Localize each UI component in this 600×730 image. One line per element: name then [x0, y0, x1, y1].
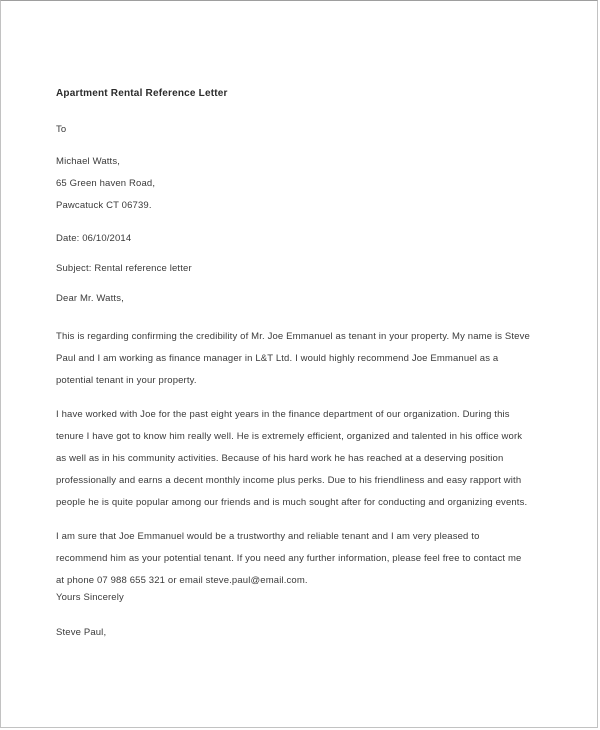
greeting-line: Dear Mr. Watts,: [56, 293, 124, 304]
closing-line: Yours Sincerely: [56, 592, 124, 603]
paragraph-2-line: as well as in his community activities. Because of his hard work he has reached at a deserving position: [56, 453, 504, 464]
paragraph-2-line: I have worked with Joe for the past eight years in the finance department of our organization. During this: [56, 409, 510, 420]
paragraph-2-line: professionally and earns a decent monthly income plus perks. Due to his friendliness and easy rapport with: [56, 475, 522, 486]
signature-line: Steve Paul,: [56, 627, 107, 638]
recipient-block: [56, 151, 155, 217]
paragraph-3-line: I am sure that Joe Emmanuel would be a trustworthy and reliable tenant and I am very pleased to: [56, 531, 480, 542]
date-line: Date: 06/10/2014: [56, 233, 132, 244]
paragraph-1-line: This is regarding confirming the credibility of Mr. Joe Emmanuel as tenant in your property. My name is Steve: [56, 331, 530, 342]
paragraph-2-line: people he is quite popular among our friends and is much sought after for conducting and organizing events.: [56, 497, 528, 508]
paragraph-2-line: tenure I have got to know him really well. He is extremely efficient, organized and talented in his office work: [56, 431, 523, 442]
to-label: To: [56, 124, 67, 135]
paragraph-1-line: Paul and I am working as finance manager in L&T Ltd. I would highly recommend Joe Emmanuel as a: [56, 353, 499, 364]
letter-title: Apartment Rental Reference Letter: [56, 88, 228, 99]
recipient-address-line1: 65 Green haven Road,: [56, 178, 156, 189]
subject-line: Subject: Rental reference letter: [56, 263, 192, 274]
paragraph-3-line: at phone 07 988 655 321 or email steve.paul@email.com.: [56, 575, 308, 586]
paragraph-3-line: recommend him as your potential tenant. If you need any further information, please feel free to contact me: [56, 553, 522, 564]
paragraph-1-line: potential tenant in your property.: [56, 375, 197, 386]
paragraph-3: [56, 526, 521, 592]
recipient-address-line2: Pawcatuck CT 06739.: [56, 200, 152, 211]
recipient-name: Michael Watts,: [56, 156, 121, 167]
paragraph-1: [56, 326, 530, 392]
paragraph-2: [56, 404, 527, 514]
